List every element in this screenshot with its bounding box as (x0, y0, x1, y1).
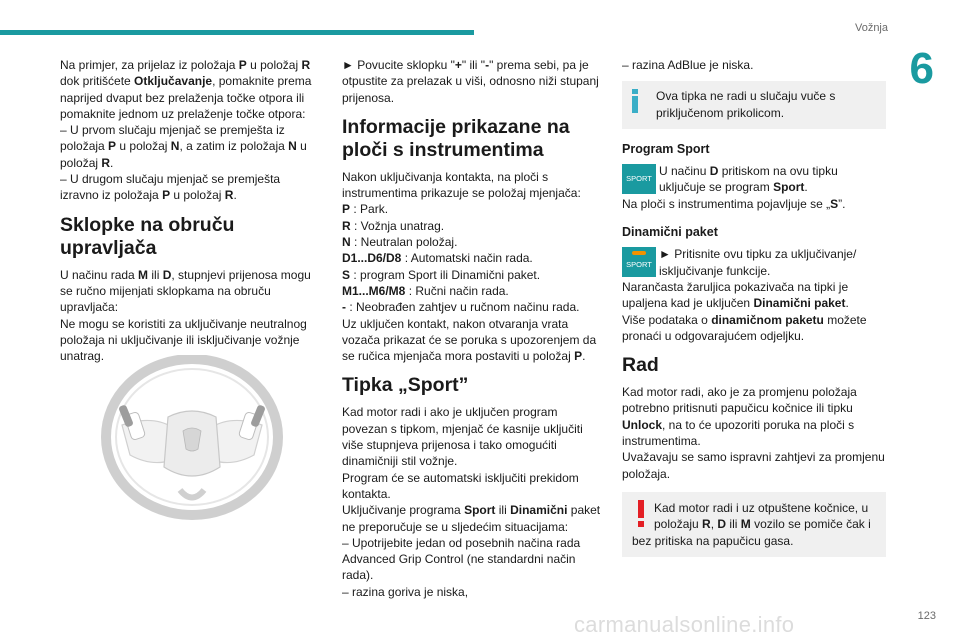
paragraph: – razina AdBlue je niska. (622, 58, 754, 72)
steering-wheel-illustration (92, 355, 292, 520)
heading-rad: Rad (622, 354, 659, 377)
paragraph: Na primjer, za prijelaz iz položaja P u položaj R dok pritišćete Otključavanje, pomaknite prema naprijed dvaput bez prelaženja točke otpora ili pomaknite jednom uz prelaženje točke otpora: (60, 58, 312, 121)
paragraph: ► Pritisnite ovu tipku za uključivanje/ isključivanje funkcije. (659, 247, 857, 278)
sport-led-button-icon: SPORT (622, 247, 656, 277)
column-3 (622, 57, 886, 567)
steering-wheel-icon (92, 355, 292, 520)
paragraph: Narančasta žaruljica pokazivača na tipki je upaljena kad je uključen Dinamični paket. (622, 279, 849, 311)
heading-program-sport: Program Sport (622, 141, 710, 156)
paragraph: – U prvom slučaju mjenjač se premješta iz položaja P u položaj N, a zatim iz položaja N u položaj R. (60, 123, 307, 170)
paragraph: Na ploči s instrumentima pojavljuje se „S”. (622, 196, 846, 211)
watermark: carmanualsonline.info (574, 612, 795, 637)
heading-sklopke: Sklopke na obruču upravljača (60, 213, 235, 259)
brand-emblem-icon (183, 428, 201, 451)
sport-button-icon: SPORT (622, 164, 656, 194)
paragraph: Kad motor radi, ako je za promjenu položaja potrebno pritisnuti papučicu kočnice ili tipku Unlock, na to će upozoriti poruka na ploči s instrumentima. (622, 385, 857, 449)
gear-position-item: R : Vožnja unatrag. (342, 218, 445, 233)
column-2 (342, 57, 604, 600)
paragraph: ► Povucite sklopku "+" ili "-" prema sebi, pa je otpustite za prelazak u viši, odnosno niži stupanj prijenosa. (342, 58, 599, 105)
gear-position-item: P : Park. (342, 202, 389, 217)
info-box (622, 81, 886, 129)
paragraph: Nakon uključivanja kontakta, na ploči s instrumentima prikazuje se položaj mjenjača: (342, 169, 581, 201)
column-1 (60, 57, 315, 364)
paragraph: Uvažavaju se samo ispravni zahtjevi za promjenu položaja. (622, 450, 885, 481)
sport-button-row (622, 163, 886, 196)
heading-dinamicni-paket: Dinamični paket (622, 225, 718, 240)
section-title: Vožnja (854, 22, 888, 34)
chapter-number: 6 (909, 44, 934, 93)
warning-box (622, 492, 886, 557)
paragraph: Uz uključen kontakt, nakon otvaranja vrata vozača prikazat će se poruka s upozorenjem da se ručica mjenjača mora postaviti u položaj P. (342, 316, 597, 364)
gear-position-item: S : program Sport ili Dinamični paket. (342, 267, 541, 282)
info-icon (632, 89, 638, 113)
page-number: 123 (917, 610, 936, 622)
gear-position-item: D1...D6/D8 : Automatski način rada. (342, 251, 533, 266)
top-accent-bar (0, 30, 474, 35)
gear-position-list (342, 201, 604, 315)
info-box-text: Ova tipka ne radi u slučaju vuče s priključenom prikolicom. (656, 89, 836, 120)
warning-icon (632, 500, 654, 530)
heading-informacije: Informacije prikazane na ploči s instrumentima (342, 115, 570, 161)
paragraph: Više podataka o dinamičnom paketu možete pronaći u odgovarajućem odjeljku. (622, 312, 867, 343)
paragraph: Uključivanje programa Sport ili Dinamični paket ne preporučuje se u sljedećim situacijama: (342, 503, 601, 534)
gear-position-item: - : Neobrađen zahtjev u ručnom načinu rada. (342, 300, 580, 315)
heading-tipka-sport: Tipka „Sport” (342, 374, 469, 397)
paragraph: Program će se automatski isključiti prekidom kontakta. (342, 470, 579, 501)
paragraph: – U drugom slučaju mjenjač se premješta izravno iz položaja P u položaj R. (60, 172, 281, 203)
paragraph: Ne mogu se koristiti za uključivanje neutralnog položaja ni uključivanje ili isključivanje vožnje unatrag. (60, 316, 307, 364)
paragraph: U načinu rada M ili D, stupnjevi prijenosa mogu se ručno mijenjati sklopkama na obruču upravljača: (60, 267, 311, 315)
paragraph: – Upotrijebite jedan od posebnih načina rada Advanced Grip Control (ne standardni način rada). (342, 535, 581, 583)
paragraph: Kad motor radi i ako je uključen program povezan s tipkom, mjenjač će kasnije uključiti više stupnjeva prijenosa i tako omogućiti dinamičniji stil vožnje. (342, 405, 583, 469)
paragraph: U načinu D pritiskom na ovu tipku uključuje se program Sport. (659, 164, 838, 195)
warning-box-text: Kad motor radi i uz otpuštene kočnice, u položaju R, D ili M vozilo se pomiče čak i bez pritiska na papučicu gasa. (632, 500, 871, 548)
gear-position-item: M1...M6/M8 : Ručni način rada. (342, 283, 509, 298)
gear-position-item: N : Neutralan položaj. (342, 235, 458, 250)
paragraph: – razina goriva je niska, (342, 584, 469, 599)
dynamic-button-row (622, 246, 886, 279)
